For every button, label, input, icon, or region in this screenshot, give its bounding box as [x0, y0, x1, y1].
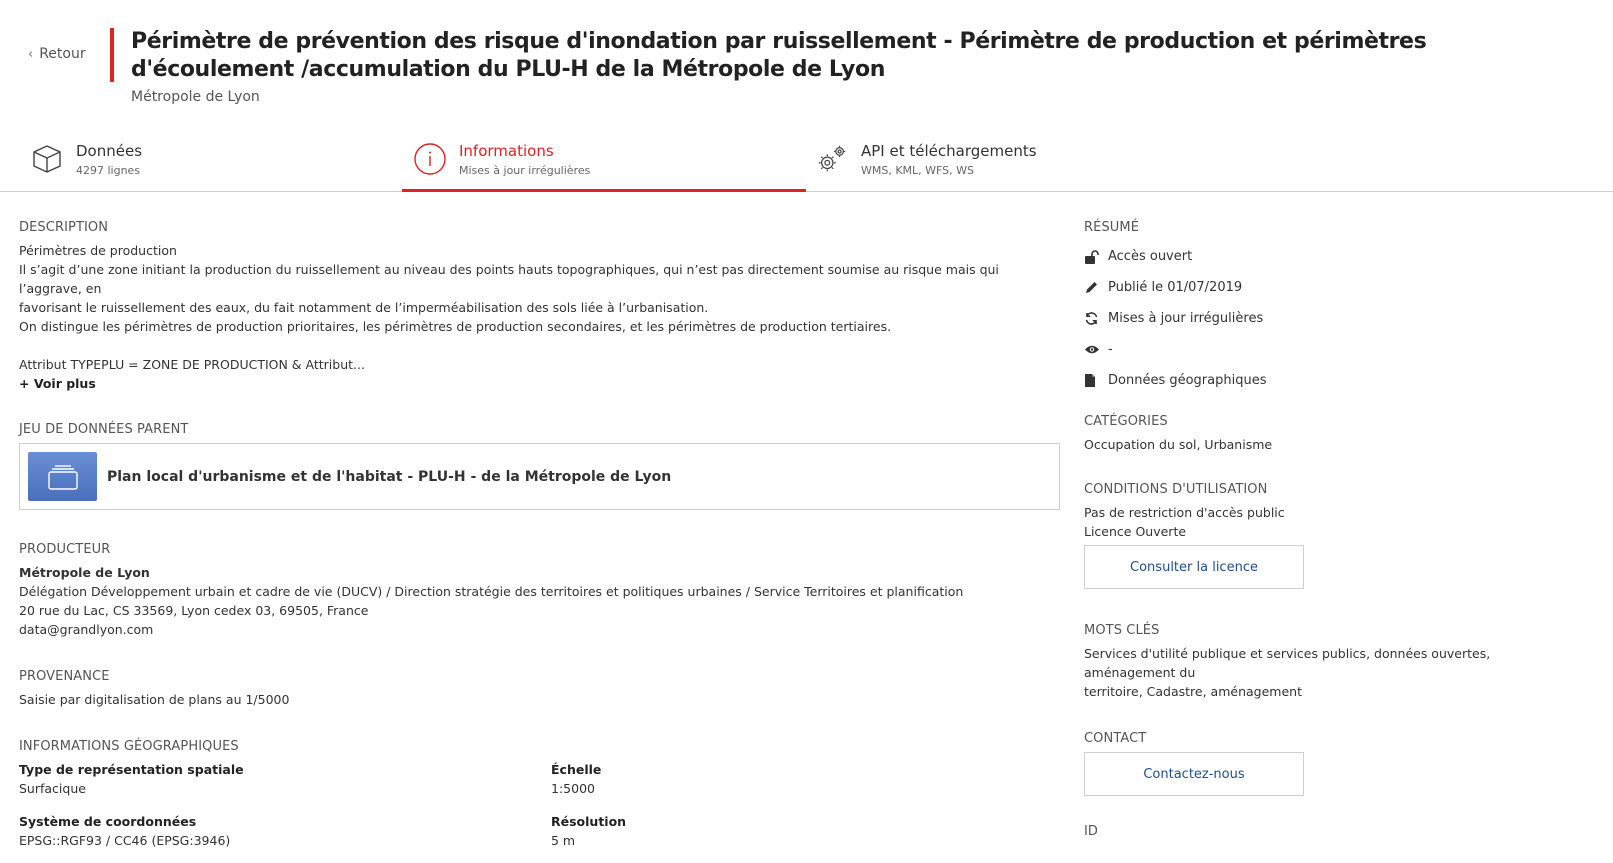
- contact-button[interactable]: Contactez-nous: [1084, 752, 1304, 796]
- conditions-line1: Pas de restriction d'accès public: [1084, 505, 1285, 520]
- parent-dataset-name: Plan local d'urbanisme et de l'habitat - PLU-H - de la Métropole de Lyon: [107, 468, 672, 485]
- geo-info-section: [19, 739, 1060, 850]
- refresh-icon: [1084, 311, 1108, 326]
- keywords-line2: territoire, Cadastre, aménagement: [1084, 684, 1302, 699]
- producer-title: PRODUCTEUR: [19, 542, 111, 557]
- spatial-type-value: Surfacique: [19, 781, 86, 796]
- parent-dataset-title: JEU DE DONNÉES PARENT: [19, 422, 189, 437]
- side-panel: [1084, 220, 1584, 845]
- tab-bar: [0, 132, 1613, 192]
- provenance-section: [19, 669, 1060, 709]
- id-title: ID: [1084, 824, 1099, 839]
- parent-dataset-card[interactable]: [19, 443, 1060, 510]
- summary-section: [1084, 220, 1584, 396]
- keywords-line1: Services d'utilité publique et services publics, données ouvertes, aménagement du: [1084, 646, 1491, 680]
- summary-title: RÉSUMÉ: [1084, 220, 1140, 235]
- title-accent-bar: [110, 28, 114, 82]
- keywords-title: MOTS CLÉS: [1084, 623, 1160, 638]
- producer-department: Délégation Développement urbain et cadre de vie (DUCV) / Direction stratégie des territoires et politiques urbaines / Service Territoires et planification: [19, 584, 964, 599]
- summary-updates-text: Mises à jour irrégulières: [1108, 311, 1264, 326]
- summary-type: [1084, 365, 1584, 396]
- contact-section: [1084, 731, 1584, 796]
- provenance-text: Saisie par digitalisation de plans au 1/5000: [19, 692, 290, 707]
- parent-dataset-section: [19, 422, 1060, 510]
- cube-icon: [30, 142, 64, 176]
- summary-published: [1084, 272, 1584, 303]
- description-line: Périmètres de production: [19, 243, 177, 258]
- spatial-type-label: Type de représentation spatiale: [19, 762, 244, 777]
- summary-type-text: Données géographiques: [1108, 373, 1267, 388]
- summary-views-text: -: [1108, 342, 1113, 357]
- crs-value: EPSG::RGF93 / CC46 (EPSG:3946): [19, 833, 231, 848]
- id-section: [1084, 824, 1584, 839]
- page-subtitle: Métropole de Lyon: [131, 89, 260, 105]
- crs-label: Système de coordonnées: [19, 814, 197, 829]
- info-icon: [413, 142, 447, 176]
- resolution-value: 5 m: [551, 833, 576, 848]
- page-title: Périmètre de prévention des risque d'inondation par ruissellement - Périmètre de production et périmètres d'écoulement /accumulation du PLU-H de la Métropole de Lyon: [131, 29, 1427, 82]
- producer-address: 20 rue du Lac, CS 33569, Lyon cedex 03, 69505, France: [19, 603, 369, 618]
- producer-section: [19, 542, 1060, 639]
- conditions-section: [1084, 482, 1584, 589]
- description-line: On distingue les périmètres de production prioritaires, les périmètres de production secondaires, et les périmètres de production tertiaires.: [19, 319, 892, 334]
- keywords-section: [1084, 623, 1584, 701]
- tab-api-label: API et téléchargements: [861, 142, 1037, 160]
- description-line: Il s’agit d’une zone initiant la production du ruissellement au niveau des points hauts topographiques, qui n’est pas directement soumise au risque mais qui l’aggrave, en: [19, 262, 999, 296]
- producer-email[interactable]: data@grandlyon.com: [19, 622, 154, 637]
- summary-published-text: Publié le 01/07/2019: [1108, 280, 1243, 295]
- tab-informations-sub: Mises à jour irrégulières: [459, 164, 591, 177]
- active-tab-underline: [402, 189, 806, 192]
- back-label: Retour: [39, 46, 86, 62]
- tab-data[interactable]: [30, 132, 142, 192]
- conditions-title: CONDITIONS D'UTILISATION: [1084, 482, 1268, 497]
- unlock-icon: [1084, 250, 1108, 264]
- summary-views: [1084, 334, 1584, 365]
- eye-icon: [1084, 344, 1108, 355]
- license-button[interactable]: Consulter la licence: [1084, 545, 1304, 589]
- categories-section: [1084, 414, 1584, 454]
- main-content: [19, 220, 1060, 850]
- scale-label: Échelle: [551, 762, 602, 777]
- summary-access: [1084, 241, 1584, 272]
- file-icon: [1084, 373, 1108, 388]
- tab-data-sub: 4297 lignes: [76, 164, 141, 177]
- summary-access-text: Accès ouvert: [1108, 249, 1193, 264]
- page-header: [0, 0, 1613, 120]
- tab-api-downloads[interactable]: [815, 132, 1037, 192]
- dataset-stack-icon: [28, 452, 97, 501]
- pencil-icon: [1084, 280, 1108, 295]
- contact-title: CONTACT: [1084, 731, 1147, 746]
- description-line: favorisant le ruissellement des eaux, du fait notamment de l’imperméabilisation des sols liée à l’urbanisation.: [19, 300, 709, 315]
- tab-data-label: Données: [76, 142, 143, 160]
- provenance-title: PROVENANCE: [19, 669, 110, 684]
- description-section: [19, 220, 1060, 392]
- gears-icon: [815, 142, 849, 176]
- tab-informations[interactable]: [413, 132, 590, 192]
- categories-title: CATÉGORIES: [1084, 414, 1168, 429]
- geo-info-title: INFORMATIONS GÉOGRAPHIQUES: [19, 739, 239, 754]
- producer-name: Métropole de Lyon: [19, 565, 150, 580]
- tab-informations-label: Informations: [459, 142, 554, 160]
- resolution-label: Résolution: [551, 814, 627, 829]
- description-title: DESCRIPTION: [19, 220, 109, 235]
- categories-text: Occupation du sol, Urbanisme: [1084, 437, 1273, 452]
- conditions-line2: Licence Ouverte: [1084, 524, 1187, 539]
- description-attribute: Attribut TYPEPLU = ZONE DE PRODUCTION & Attribut...: [19, 357, 365, 372]
- back-link[interactable]: [28, 46, 86, 62]
- summary-updates: [1084, 303, 1584, 334]
- tab-api-sub: WMS, KML, WFS, WS: [861, 164, 975, 177]
- chevron-left-icon: ‹: [28, 46, 34, 62]
- scale-value: 1:5000: [551, 781, 595, 796]
- see-more-button[interactable]: + Voir plus: [19, 376, 96, 391]
